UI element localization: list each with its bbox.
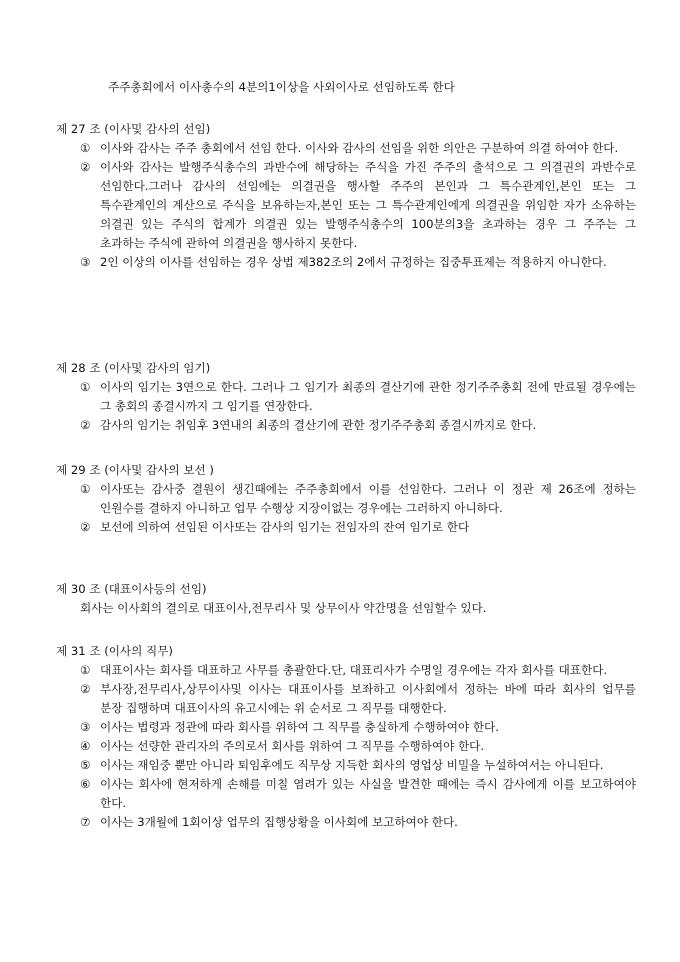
item-number: ①: [80, 380, 91, 394]
article-30: [56, 580, 636, 618]
article-heading: 제 29 조 (이사및 감사의 보선 ): [56, 463, 214, 477]
article-item: [56, 756, 636, 775]
item-text: 이사또는 감사중 결원이 생긴때에는 주주총회에서 이를 선임한다. 그러나 이 정관 제 26조에 정하는 인원수를 결하지 아니하고 업무 수행상 지장이없는 경우에는 그러하지 아니하다.: [100, 482, 636, 515]
article-item: [56, 518, 636, 537]
article-31: [56, 642, 636, 832]
item-text: 이사와 감사는 발행주식총수의 과반수에 해당하는 주식을 가진 주주의 출석으로 그 의결권의 과반수로 선임한다.그러나 감사의 선임에는 의결권을 행사할 주주의 본인과 그 특수관계인,본인 또는 그 특수관계인의 계산으로 주식을 보유하는자,본인 또는 그 특수관계인에게 의결권을 위임한 자가 소유하는 의결권 있는 주식의 합계가 의결권 있는 발행주식총수의 100분의3을 초과하는 경우 그 주주는 그 초과하는 주식에 관하여 의결권을 행사하지 못한다.: [100, 160, 636, 250]
item-number: ⑤: [80, 758, 91, 772]
article-body: 회사는 이사회의 결의로 대표이사,전무리사 및 상무이사 약간명을 선임할수 있다.: [80, 601, 487, 615]
item-text: 대표이사는 회사를 대표하고 사무를 총괄한다.단, 대표리사가 수명일 경우에는 각자 회사를 대표한다.: [100, 663, 608, 677]
item-number: ③: [80, 255, 91, 269]
item-number: ②: [80, 160, 91, 174]
item-text: 이사와 감사는 주주 총회에서 선임 한다. 이사와 감사의 선임을 위한 의안은 구분하여 의결 하여야 한다.: [100, 141, 619, 155]
item-text: 이사는 3개월에 1회이상 업무의 집행상황을 이사회에 보고하여야 한다.: [100, 815, 458, 829]
article-heading: 제 31 조 (이사의 직무): [56, 644, 173, 658]
article-heading: 제 30 조 (대표이사등의 선임): [56, 582, 207, 596]
item-number: ⑥: [80, 777, 91, 791]
article-29: [56, 461, 636, 537]
article-item: [56, 416, 636, 435]
item-text: 부사장,전무리사,상무이사및 이사는 대표이사를 보좌하고 이사회에서 정하는 바에 따라 회사의 업무를 분장 집행하며 대표이사의 유고시에는 위 순서로 그 직무를 대행한다.: [100, 682, 636, 715]
item-text: 감사의 임기는 취임후 3연내의 최종의 결산기에 관한 정기주주총회 종결시까지로 한다.: [100, 418, 537, 432]
article-heading: 제 28 조 (이사및 감사의 임기): [56, 361, 211, 375]
item-text: 보선에 의하여 선임된 이사또는 감사의 임기는 전임자의 잔여 임기로 한다: [100, 520, 470, 534]
item-text: 2인 이상의 이사를 선임하는 경우 상법 제382조의 2에서 규정하는 집중투표제는 적용하지 아니한다.: [100, 255, 607, 269]
item-number: ①: [80, 141, 91, 155]
item-number: ⑦: [80, 815, 91, 829]
article-27: [56, 120, 636, 272]
item-number: ②: [80, 418, 91, 432]
intro-line: 주주총회에서 이사총수의 4분의1이상을 사외이사로 선임하도록 한다: [108, 80, 455, 94]
article-item: [56, 718, 636, 737]
article-item: [56, 158, 636, 253]
article-item: [56, 661, 636, 680]
article-item: [56, 139, 636, 158]
article-item: [56, 813, 636, 832]
article-item: [56, 253, 636, 272]
article-heading: 제 27 조 (이사및 감사의 선임): [56, 122, 211, 136]
article-item: [56, 680, 636, 718]
article-item: [56, 737, 636, 756]
item-text: 이사는 회사에 현저하게 손해를 미칠 염려가 있는 사실을 발견한 때에는 즉시 감사에게 이를 보고하여야 한다.: [100, 777, 636, 810]
item-number: ②: [80, 520, 91, 534]
item-number: ②: [80, 682, 91, 696]
item-number: ①: [80, 663, 91, 677]
item-number: ①: [80, 482, 91, 496]
item-number: ④: [80, 739, 91, 753]
article-28: [56, 359, 636, 435]
article-item: [56, 775, 636, 813]
item-number: ③: [80, 720, 91, 734]
item-text: 이사는 법령과 정관에 따라 회사를 위하여 그 직무를 충실하게 수행하여야 한다.: [100, 720, 499, 734]
item-text: 이사의 임기는 3연으로 한다. 그러나 그 임기가 최종의 결산기에 관한 정기주주총회 전에 만료될 경우에는 그 총회의 종결시까지 그 임기를 연장한다.: [100, 380, 636, 413]
article-item: [56, 480, 636, 518]
item-text: 이사는 재임중 뿐만 아니라 퇴임후에도 직무상 지득한 회사의 영업상 비밀을 누설하여서는 아니된다.: [100, 758, 604, 772]
article-item: [56, 378, 636, 416]
item-text: 이사는 선량한 관리자의 주의로서 회사를 위하여 그 직무를 수행하여야 한다.: [100, 739, 485, 753]
